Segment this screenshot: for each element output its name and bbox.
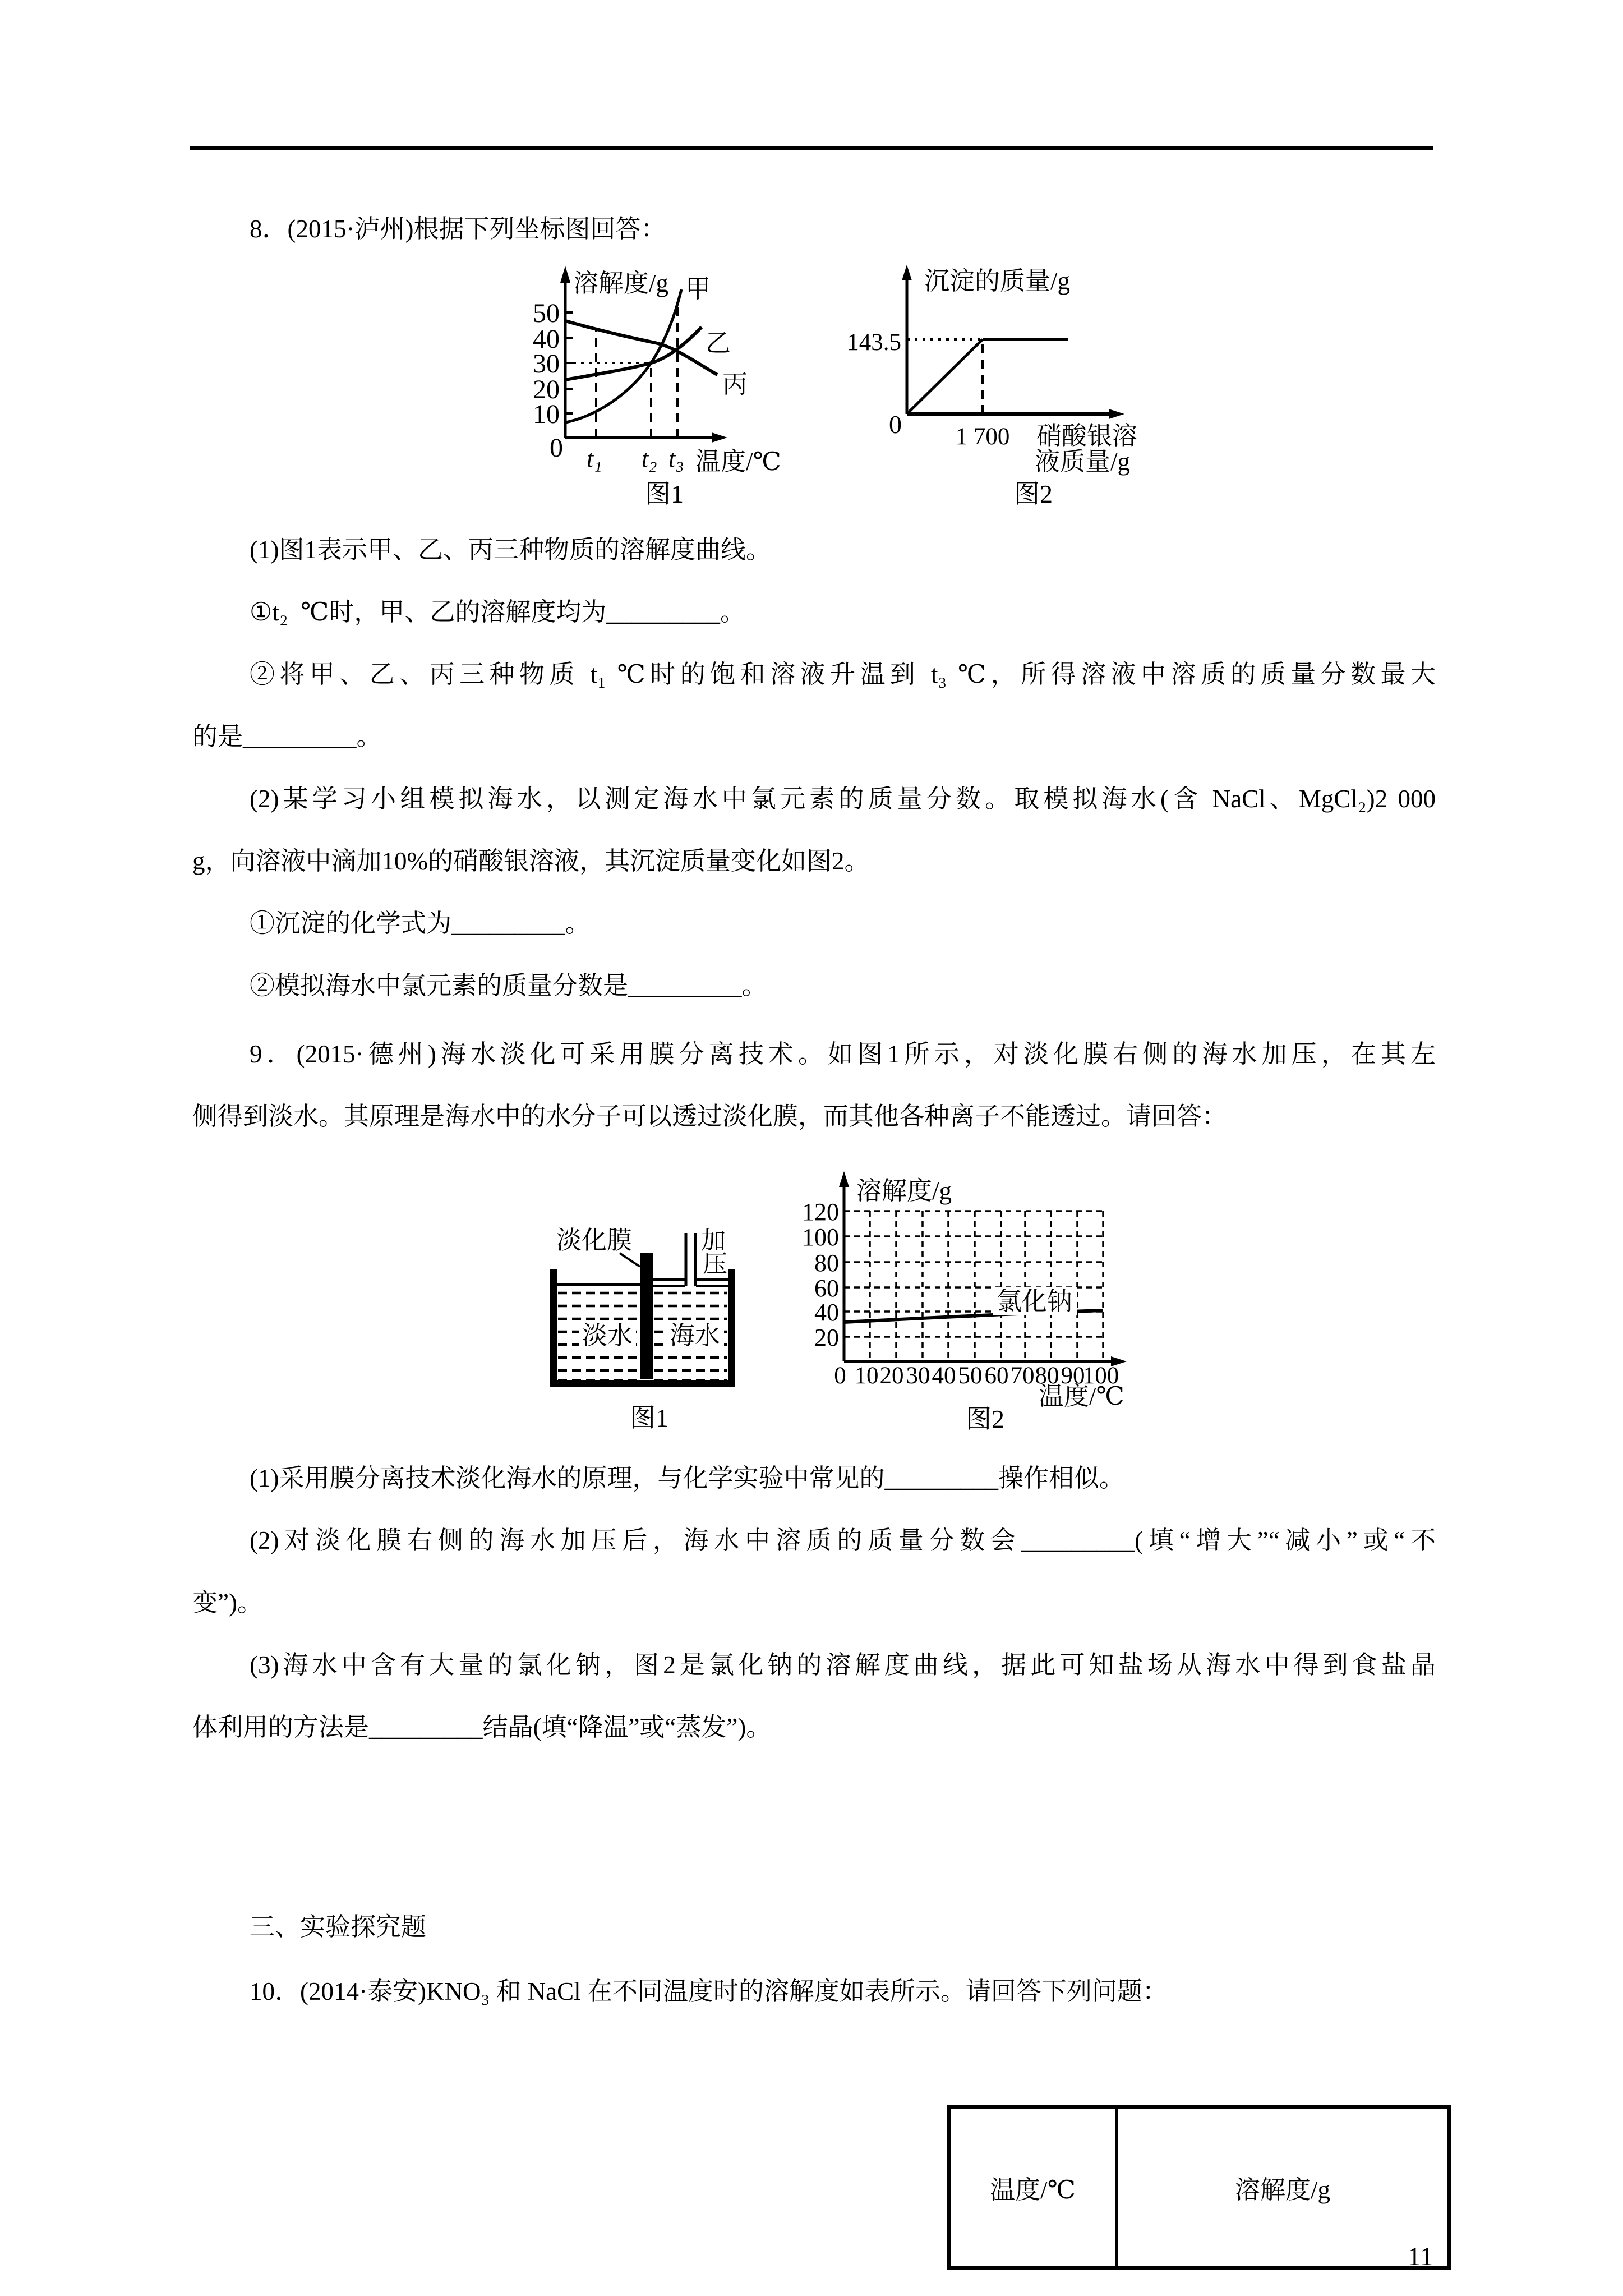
y-tick-label: 80 [814,1249,839,1277]
pressure-label-line2: 压 [703,1250,727,1278]
x-axis-title-line2: 液质量/g [1035,448,1131,476]
q8-sub2-2: ②模拟海水中氯元素的质量分数是_________。 [250,972,767,1000]
membrane-label: 淡化膜 [556,1226,633,1254]
figure-caption: 图1 [645,480,684,508]
y-tick-label: 40 [814,1299,839,1326]
x-axis-title: 温度/℃ [1039,1382,1124,1410]
q9-sub2-line1: (2)对淡化膜右侧的海水加压后，海水中溶质的质量分数会_________(填“增大”“减小”或“不 [250,1526,1436,1554]
y-tick-label: 10 [533,399,560,429]
pressure-tube [686,1233,695,1286]
x-tick-t3: t₃ [668,445,684,472]
membrane-bar [640,1253,653,1379]
q8-sub1: (1)图1表示甲、乙、丙三种物质的溶解度曲线。 [250,536,771,564]
x-tick-label: 60 [984,1363,1009,1389]
q8-fig2-precipitate-chart [819,258,1138,510]
y-axis-arrow-icon [839,1171,849,1187]
question-9-stem-line2: 侧得到淡水。其原理是海水中的水分子可以透过淡化膜，而其他各种离子不能透过。请回答： [192,1102,1228,1130]
x-tick-label: 80 [1035,1363,1059,1389]
curve-bing-label: 丙 [722,370,748,398]
curve-jia-label: 甲 [685,275,711,303]
q9-sub3-line2: 体利用的方法是_________结晶(填“降温”或“蒸发”)。 [192,1713,772,1741]
page-number: 11 [1408,2242,1433,2271]
nacl-curve-label: 氯化钠 [997,1287,1073,1315]
sea-water-label: 海水 [670,1322,721,1350]
x-tick-label: 40 [932,1363,956,1389]
table-header-solubility: 溶解度/g [1234,2176,1330,2204]
y-tick-label: 50 [533,298,560,328]
rising-segment [907,339,983,414]
q9-sub2-line2: 变”)。 [192,1589,262,1617]
y-tick-label: 30 [533,349,560,379]
x-axis-title: 温度/℃ [695,448,781,476]
q10-solubility-table [947,2105,1451,2270]
question-8-stem: 8．(2015·泸州)根据下列坐标图回答： [250,215,666,243]
x-tick-label: 50 [958,1363,983,1389]
q9-sub1: (1)采用膜分离技术淡化海水的原理，与化学实验中常见的_________操作相似。 [250,1464,1124,1492]
y-axis-title: 沉淀的质量/g [924,267,1071,295]
y-tick-label: 100 [802,1223,839,1251]
x-tick-t1: t₁ [587,445,602,472]
y-axis-arrow-icon [560,266,570,283]
x-tick-label: 30 [906,1363,930,1389]
x-tick-label: 0 [834,1363,846,1389]
x-tick-label: 10 [854,1363,879,1389]
curve-yi-label: 乙 [706,329,731,357]
table-header-temperature: 温度/℃ [951,2109,1118,2266]
grid-lines [844,1211,1103,1361]
header-rule [190,146,1433,150]
y-axis-title: 溶解度/g [856,1177,952,1205]
y-value-label: 143.5 [847,329,901,356]
y-tick-label: 60 [814,1274,839,1302]
q8-sub1-2-line1: ②将甲、乙、丙三种物质 t₁ ℃时的饱和溶液升温到 t₃ ℃，所得溶液中溶质的质量分数最大 [250,660,1436,688]
y-axis-arrow-icon [902,265,912,280]
question-10-stem: 10．(2014·泰安)KNO₃ 和 NaCl 在不同温度时的溶解度如表所示。请回答下列问题： [250,1977,1168,2005]
y-tick-label: 40 [533,324,560,354]
x-axis-arrow-icon [1109,409,1124,419]
y-tick-label: 120 [802,1198,839,1226]
q9-sub3-line1: (3)海水中含有大量的氯化钠，图2是氯化钠的溶解度曲线，据此可知盐场从海水中得到食盐晶 [250,1651,1436,1679]
y-tick-label: 20 [814,1324,839,1351]
origin-label: 0 [889,410,902,439]
figure-caption: 图1 [630,1404,668,1432]
q8-sub2-line2: g，向溶液中滴加10%的硝酸银溶液，其沉淀质量变化如图2。 [192,847,870,875]
membrane-leader-line [620,1253,640,1267]
x-axis-arrow-icon [712,432,727,443]
pressure-label-line1: 加 [701,1227,726,1254]
x-axis-title-line1: 硝酸银溶 [1036,422,1138,450]
x-tick-label: 90 [1061,1363,1085,1389]
x-tick-label: 20 [879,1363,904,1389]
q8-sub2-line1: (2)某学习小组模拟海水，以测定海水中氯元素的质量分数。取模拟海水(含 NaCl、MgCl₂)2 000 [250,785,1436,813]
q8-sub1-1: ①t₂ ℃时，甲、乙的溶解度均为_________。 [250,598,745,626]
section-3-title: 三、实验探究题 [250,1913,427,1941]
x-tick-label: 1 700 [955,424,1010,450]
x-tick-t2: t₂ [642,445,657,472]
q9-fig1-desalination-diagram [538,1212,751,1436]
pressure-cover-lines [653,1280,728,1286]
x-tick-label: 70 [1010,1363,1035,1389]
figure-caption: 图2 [966,1405,1004,1433]
q8-sub1-2-line2: 的是_________。 [192,723,382,751]
question-9-stem-line1: 9．(2015·德州)海水淡化可采用膜分离技术。如图1所示，对淡化膜右侧的海水加压，在其左 [250,1040,1436,1068]
x-tick-label: 100 [1082,1363,1119,1389]
fresh-water-label: 淡水 [582,1322,633,1350]
figure-caption: 图2 [1014,480,1053,508]
origin-label: 0 [550,433,563,463]
y-tick-label: 20 [533,375,560,404]
y-axis-title: 溶解度/g [573,269,669,297]
q8-sub2-1: ①沉淀的化学式为_________。 [250,909,591,937]
q9-fig2-nacl-chart [785,1167,1155,1436]
q8-fig1-solubility-chart [527,258,781,510]
